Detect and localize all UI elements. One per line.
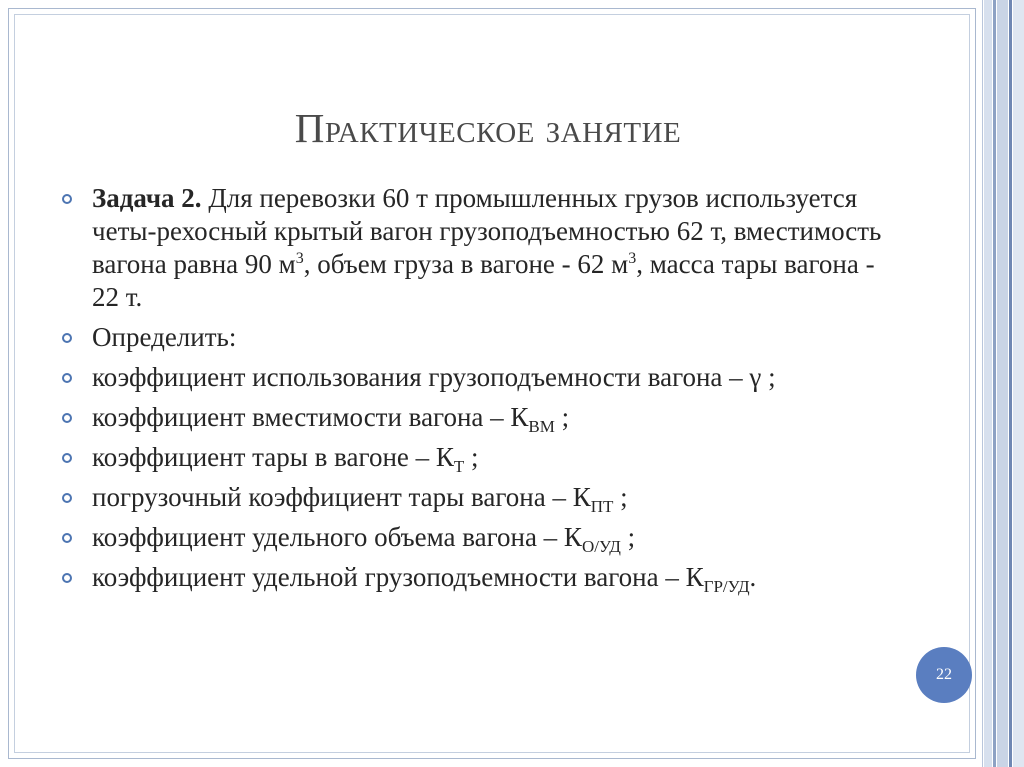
- decor-stripe: [1009, 0, 1012, 767]
- item-text: погрузочный коэффициент тары вагона – К: [92, 482, 591, 512]
- list-item: [62, 321, 902, 354]
- bullet-icon: [62, 453, 72, 463]
- slide-content: [62, 182, 902, 601]
- decor-stripe: [1013, 0, 1024, 767]
- slide-title: Практическое занятие: [294, 105, 682, 151]
- list-item: [62, 361, 902, 394]
- superscript: 3: [628, 250, 637, 267]
- item-text: коэффициент удельной грузоподъемности вагона – К: [92, 562, 704, 592]
- subscript: ГР/УД: [703, 577, 750, 596]
- list-item: [62, 561, 902, 594]
- bullet-icon: [62, 194, 72, 204]
- bullet-icon: [62, 493, 72, 503]
- item-tail: ;: [554, 402, 570, 432]
- item-text: Определить:: [92, 322, 237, 352]
- subscript: ПТ: [590, 497, 614, 516]
- item-text: коэффициент тары в вагоне – К: [92, 442, 454, 472]
- task-text-c: , масса тары вагона - 22 т.: [92, 249, 875, 312]
- bullet-icon: [62, 373, 72, 383]
- subscript: Т: [453, 457, 465, 476]
- page-number-badge: 22: [916, 647, 972, 703]
- list-item-task: [62, 182, 902, 314]
- item-text: коэффициент использования грузоподъемности вагона – γ ;: [92, 362, 776, 392]
- superscript: 3: [295, 250, 304, 267]
- item-tail: ;: [620, 522, 636, 552]
- bullet-list: [62, 182, 902, 594]
- bullet-icon: [62, 573, 72, 583]
- decor-stripe: [982, 0, 983, 767]
- item-text: коэффициент удельного объема вагона – К: [92, 522, 582, 552]
- bullet-icon: [62, 413, 72, 423]
- subscript: О/УД: [581, 537, 621, 556]
- task-text-a: Для перевозки 60 т промышленных грузов используется четы-рехосный крытый вагон грузоподъемностью 62 т, вместимость вагона равна 90 м: [92, 183, 882, 279]
- decor-stripe: [984, 0, 992, 767]
- list-item: [62, 521, 902, 554]
- list-item: [62, 441, 902, 474]
- list-item: [62, 481, 902, 514]
- item-text: коэффициент вместимости вагона – К: [92, 402, 529, 432]
- decor-stripe: [993, 0, 996, 767]
- subscript: ВМ: [528, 417, 555, 436]
- list-item: [62, 401, 902, 434]
- item-tail: ;: [464, 442, 479, 472]
- task-label: Задача 2.: [92, 183, 202, 213]
- bullet-icon: [62, 533, 72, 543]
- item-tail: .: [749, 562, 757, 592]
- decor-stripe: [997, 0, 1008, 767]
- task-text-b: , объем груза в вагоне - 62 м: [303, 249, 629, 279]
- item-tail: ;: [613, 482, 628, 512]
- bullet-icon: [62, 333, 72, 343]
